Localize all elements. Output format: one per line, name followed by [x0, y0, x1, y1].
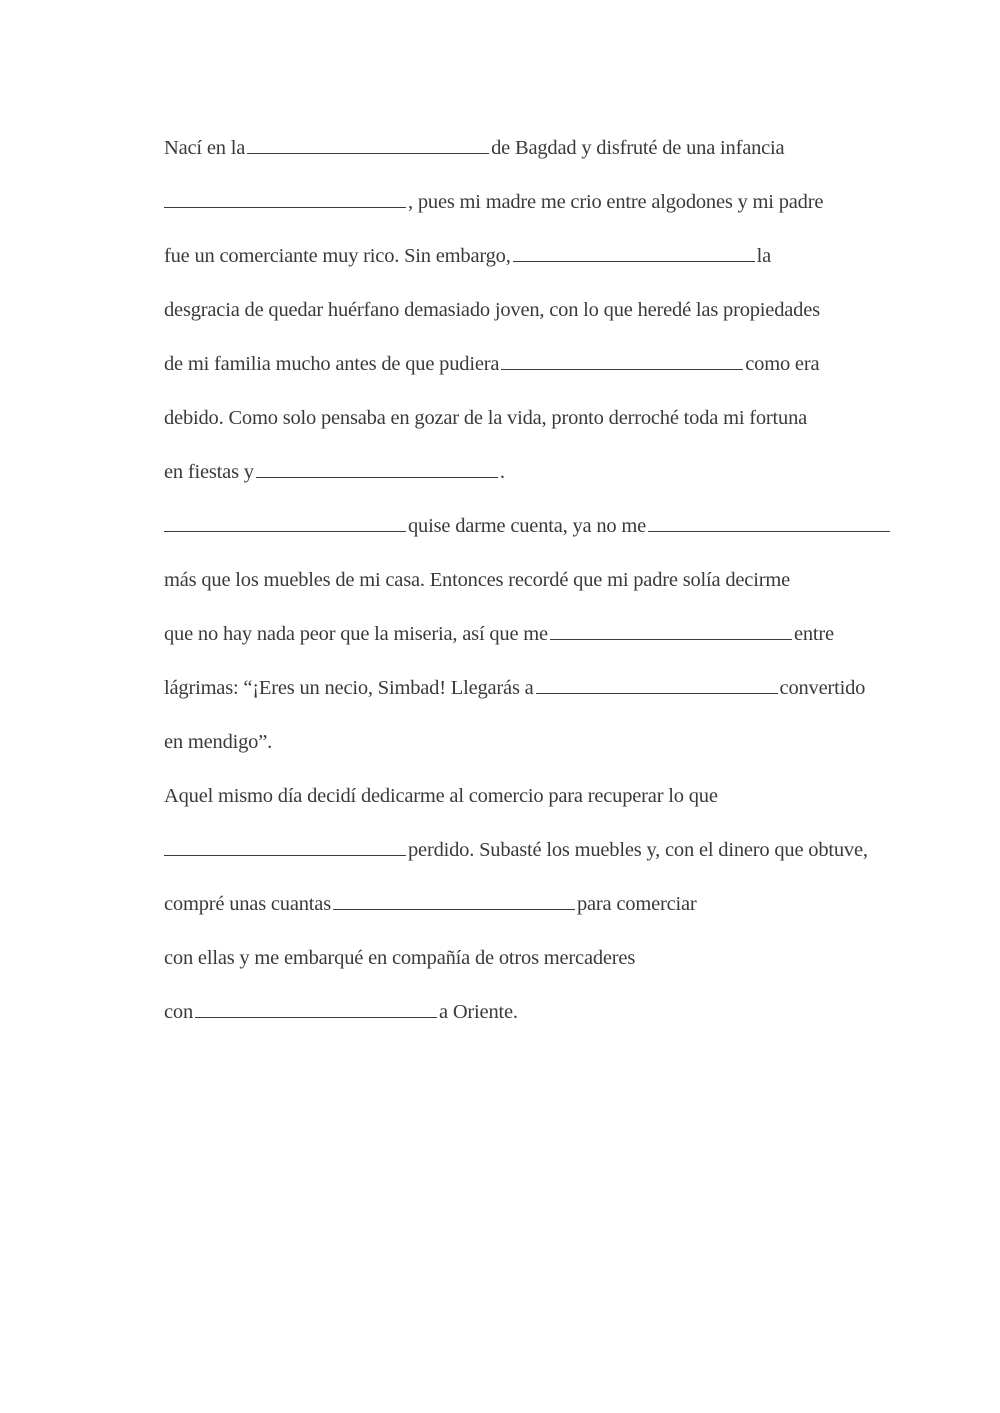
text-line [164, 130, 784, 166]
text-line [164, 886, 697, 922]
text-segment: fue un comerciante muy rico. Sin embargo, [164, 245, 511, 267]
text-line [164, 292, 820, 328]
answer-blank[interactable] [164, 834, 406, 856]
text-segment: en fiestas y [164, 461, 254, 483]
text-segment: con [164, 1001, 193, 1023]
text-segment: Aquel mismo día decidí dedicarme al comercio para recuperar lo que [164, 785, 718, 807]
text-segment: de mi familia mucho antes de que pudiera [164, 353, 500, 375]
answer-blank[interactable] [550, 618, 792, 640]
text-segment: lágrimas: “¡Eres un necio, Simbad! Llegarás a [164, 677, 534, 699]
text-segment: perdido. Subasté los muebles y, con el dinero que obtuve, [408, 839, 868, 861]
answer-blank[interactable] [195, 996, 437, 1018]
text-segment: entre [793, 623, 834, 645]
text-line [164, 184, 823, 220]
text-segment: desgracia de quedar huérfano demasiado joven, con lo que heredé las propiedades [164, 299, 820, 321]
text-segment: que no hay nada peor que la miseria, así que me [164, 623, 548, 645]
text-line [164, 400, 807, 436]
text-segment: como era [745, 353, 820, 375]
answer-blank[interactable] [164, 186, 406, 208]
text-segment: la [756, 245, 772, 267]
text-segment: , pues mi madre me crio entre algodones y mi padre [408, 191, 824, 213]
answer-blank[interactable] [256, 456, 498, 478]
text-segment: compré unas cuantas [164, 893, 331, 915]
text-line [164, 670, 865, 706]
text-segment: quise darme cuenta, ya no me [408, 515, 647, 537]
text-segment: más que los muebles de mi casa. Entonces recordé que mi padre solía decirme [164, 569, 790, 591]
answer-blank[interactable] [247, 132, 489, 154]
answer-blank[interactable] [513, 240, 755, 262]
text-segment: en mendigo”. [164, 731, 273, 753]
text-line [164, 940, 635, 976]
text-line [164, 454, 505, 490]
text-segment: . [499, 461, 505, 483]
text-line [164, 616, 834, 652]
text-line [164, 724, 272, 760]
answer-blank[interactable] [536, 672, 778, 694]
text-line [164, 778, 718, 814]
text-segment: convertido [779, 677, 866, 699]
answer-blank[interactable] [501, 348, 743, 370]
text-segment: debido. Como solo pensaba en gozar de la vida, pronto derroché toda mi fortuna [164, 407, 808, 429]
text-line [164, 832, 868, 868]
answer-blank[interactable] [164, 510, 406, 532]
answer-blank[interactable] [648, 510, 890, 532]
text-line [164, 508, 892, 544]
text-segment: a Oriente. [439, 1001, 518, 1023]
text-line [164, 346, 819, 382]
text-segment: con ellas y me embarqué en compañía de otros mercaderes [164, 947, 636, 969]
text-segment: de Bagdad y disfruté de una infancia [491, 137, 785, 159]
answer-blank[interactable] [333, 888, 575, 910]
text-line [164, 238, 771, 274]
text-line [164, 562, 790, 598]
text-segment: Nací en la [164, 137, 246, 159]
text-segment: para comerciar [576, 893, 697, 915]
text-line [164, 994, 518, 1030]
